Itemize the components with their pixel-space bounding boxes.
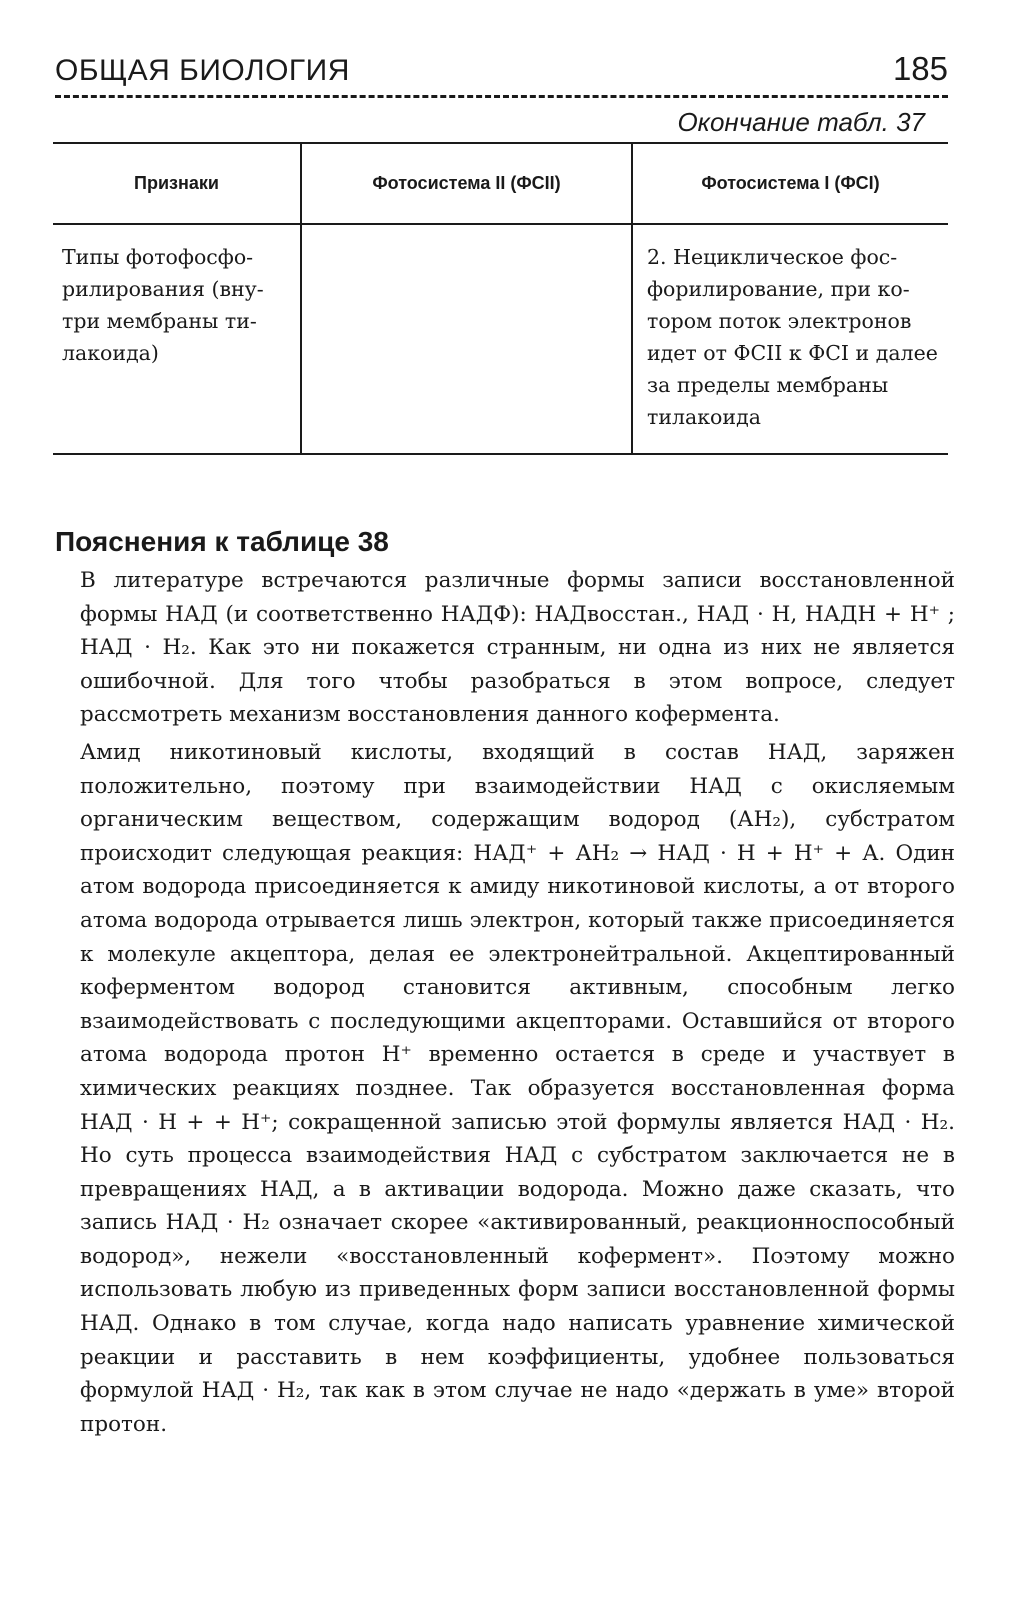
table-caption: Окончание табл. 37: [677, 107, 925, 137]
page-number: 185: [892, 50, 948, 87]
running-header: [55, 40, 948, 98]
body-paragraph-1: В литературе встречаются различные формы записи восстановленной формы НАД (и соответственно НАДФ): НАДвосстан., НАД · Н, НАДН + Н⁺ ; НАД · Н₂. Как это ни покажется странным, ни одна из них не является ошибочной. Для того чтобы разобраться в этом вопросе, следует рассмотреть механизм восстановления данного кофермента.: [80, 568, 955, 728]
column-header-features: Признаки: [53, 143, 301, 224]
column-header-photosystem-1: Фотосистема I (ФСI): [632, 143, 948, 224]
column-header-photosystem-2: Фотосистема II (ФСII): [301, 143, 632, 224]
table-header-row: [53, 143, 948, 224]
section-heading: Пояснения к таблице 38: [55, 526, 389, 557]
section-title: ОБЩАЯ БИОЛОГИЯ: [55, 54, 350, 87]
body-paragraph-2: Амид никотиновый кислоты, входящий в состав НАД, заряжен положительно, поэтому при взаимодействии НАД с окисляемым органическим веществом, содержащим водород (АН₂), субстратом происходит следующая реакция: НАД⁺ + АН₂ → НАД · Н + Н⁺ + А. Один атом водорода присоединяется к амиду никотиновой кислоты, а от второго атома водорода отрывается лишь электрон, который также присоединяется к молекуле акцептора, делая ее электронейтральной. Акцептированный коферментом водород становится активным, способным легко взаимодействовать с последующими акцепторами. Оставшийся от второго атома водорода протон Н⁺ временно остается в среде и участвует в химических реакциях позднее. Так образуется восстановленная форма НАД · Н + + Н⁺; сокращенной записью этой формулы является НАД · Н₂. Но суть процесса взаимодействия НАД с субстратом заключается не в превращениях НАД, а в активации водорода. Можно даже сказать, что запись НАД · Н₂ означает скорее «активированный, реакционноспособный водород», нежели «восстановленный кофермент». Поэтому можно использовать любую из приведенных форм записи восстановленной формы НАД. Однако в том случае, когда надо написать уравнение химической реакции и расставить в нем коэффициенты, удобнее пользоваться формулой НАД · Н₂, так как в этом случае не надо «держать в уме» второй протон.: [80, 739, 955, 1437]
explanation-section: [55, 526, 955, 1441]
table-row: [53, 224, 948, 454]
table-cell-photosystem-1: 2. Нециклическое фосфорилирование, при котором поток электронов идет от ФСII к ФСI и далее за пределы мембраны тилакоида: [632, 224, 948, 454]
table-cell-photosystem-2: [301, 224, 632, 454]
header-dashed-rule: [55, 95, 948, 98]
photosystems-table: [53, 142, 948, 455]
table-cell-feature: Типы фотофосфорилирования (внутри мембраны тилакоида): [53, 224, 301, 454]
